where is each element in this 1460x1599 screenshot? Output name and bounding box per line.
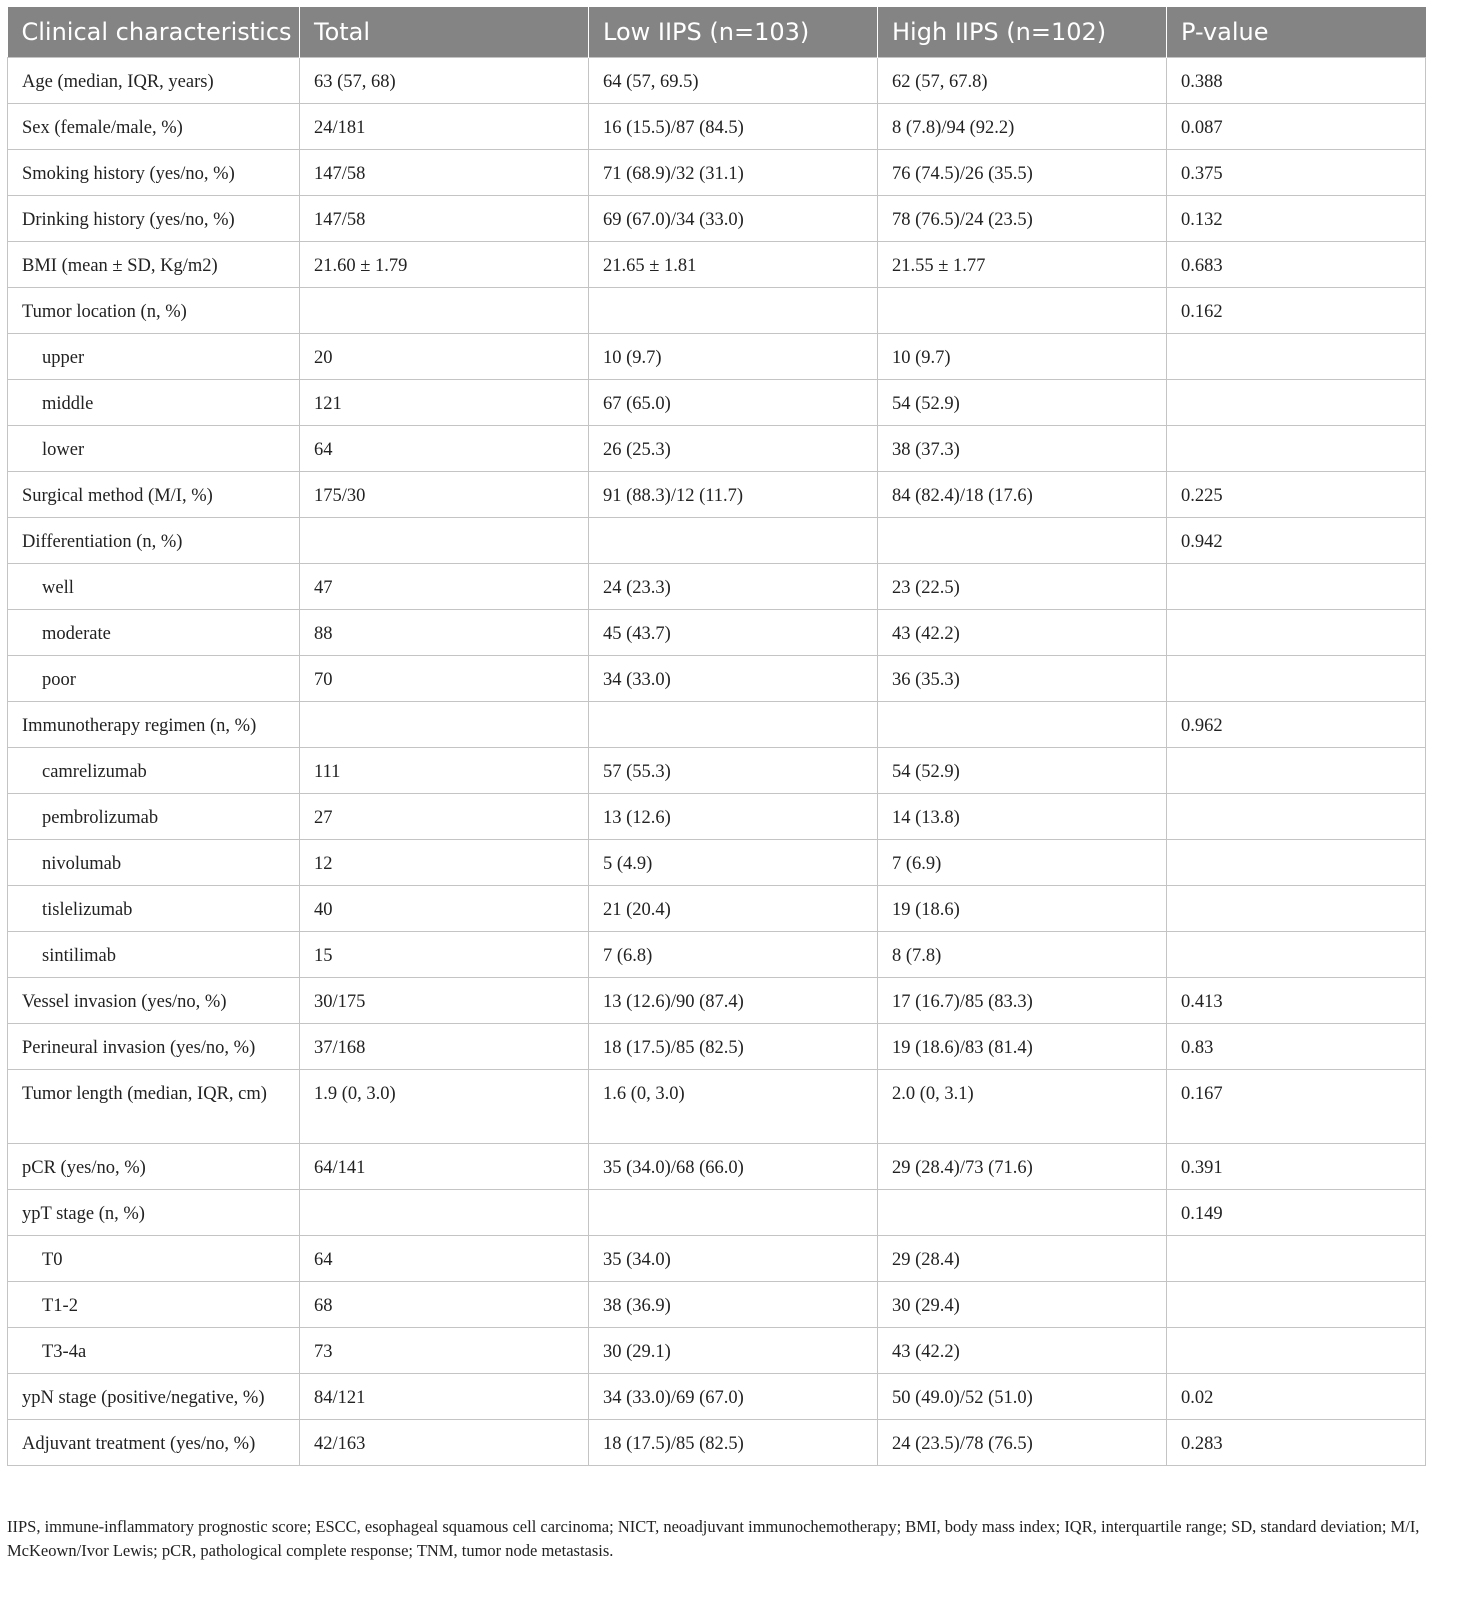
low-iips-cell: 18 (17.5)/85 (82.5) [589, 1024, 878, 1070]
total-cell: 47 [300, 564, 589, 610]
high-iips-cell: 17 (16.7)/85 (83.3) [878, 978, 1167, 1024]
total-cell: 147/58 [300, 196, 589, 242]
low-iips-cell: 13 (12.6)/90 (87.4) [589, 978, 878, 1024]
table-row [8, 242, 1426, 288]
total-cell: 30/175 [300, 978, 589, 1024]
table-row [8, 610, 1426, 656]
total-cell: 64 [300, 1236, 589, 1282]
characteristic-cell: Sex (female/male, %) [8, 104, 300, 150]
p-value-cell [1167, 380, 1426, 426]
high-iips-cell: 19 (18.6)/83 (81.4) [878, 1024, 1167, 1070]
p-value-cell: 0.02 [1167, 1374, 1426, 1420]
table-row [8, 1190, 1426, 1236]
table-row [8, 978, 1426, 1024]
table-row [8, 196, 1426, 242]
high-iips-cell: 8 (7.8) [878, 932, 1167, 978]
p-value-cell [1167, 564, 1426, 610]
low-iips-cell: 67 (65.0) [589, 380, 878, 426]
characteristic-cell: sintilimab [8, 932, 300, 978]
total-cell: 111 [300, 748, 589, 794]
table-header-row [8, 7, 1426, 58]
p-value-cell [1167, 794, 1426, 840]
total-cell: 15 [300, 932, 589, 978]
characteristic-cell: tislelizumab [8, 886, 300, 932]
total-cell: 70 [300, 656, 589, 702]
p-value-cell: 0.225 [1167, 472, 1426, 518]
characteristic-cell: T0 [8, 1236, 300, 1282]
p-value-cell: 0.388 [1167, 58, 1426, 104]
high-iips-cell: 8 (7.8)/94 (92.2) [878, 104, 1167, 150]
low-iips-cell: 71 (68.9)/32 (31.1) [589, 150, 878, 196]
p-value-cell [1167, 840, 1426, 886]
high-iips-cell: 10 (9.7) [878, 334, 1167, 380]
header-total: Total [300, 7, 589, 58]
high-iips-cell: 21.55 ± 1.77 [878, 242, 1167, 288]
low-iips-cell: 10 (9.7) [589, 334, 878, 380]
table-row [8, 1144, 1426, 1190]
high-iips-cell: 62 (57, 67.8) [878, 58, 1167, 104]
characteristic-cell: Vessel invasion (yes/no, %) [8, 978, 300, 1024]
p-value-cell [1167, 886, 1426, 932]
characteristic-cell: camrelizumab [8, 748, 300, 794]
high-iips-cell: 84 (82.4)/18 (17.6) [878, 472, 1167, 518]
high-iips-cell [878, 1190, 1167, 1236]
table-row [8, 426, 1426, 472]
low-iips-cell: 5 (4.9) [589, 840, 878, 886]
characteristic-cell: Tumor length (median, IQR, cm) [8, 1070, 300, 1144]
table-row [8, 656, 1426, 702]
p-value-cell [1167, 748, 1426, 794]
characteristic-cell: Smoking history (yes/no, %) [8, 150, 300, 196]
characteristic-cell: pCR (yes/no, %) [8, 1144, 300, 1190]
total-cell: 88 [300, 610, 589, 656]
low-iips-cell: 1.6 (0, 3.0) [589, 1070, 878, 1144]
characteristic-cell: T1-2 [8, 1282, 300, 1328]
low-iips-cell: 24 (23.3) [589, 564, 878, 610]
high-iips-cell [878, 288, 1167, 334]
p-value-cell [1167, 1282, 1426, 1328]
p-value-cell: 0.087 [1167, 104, 1426, 150]
high-iips-cell: 36 (35.3) [878, 656, 1167, 702]
total-cell: 37/168 [300, 1024, 589, 1070]
total-cell: 64/141 [300, 1144, 589, 1190]
high-iips-cell: 30 (29.4) [878, 1282, 1167, 1328]
characteristic-cell: lower [8, 426, 300, 472]
p-value-cell: 0.283 [1167, 1420, 1426, 1466]
p-value-cell: 0.962 [1167, 702, 1426, 748]
total-cell: 1.9 (0, 3.0) [300, 1070, 589, 1144]
high-iips-cell: 43 (42.2) [878, 610, 1167, 656]
total-cell [300, 702, 589, 748]
total-cell: 147/58 [300, 150, 589, 196]
p-value-cell: 0.942 [1167, 518, 1426, 564]
table-row [8, 794, 1426, 840]
characteristic-cell: upper [8, 334, 300, 380]
p-value-cell: 0.413 [1167, 978, 1426, 1024]
characteristic-cell: ypT stage (n, %) [8, 1190, 300, 1236]
characteristic-cell: BMI (mean ± SD, Kg/m2) [8, 242, 300, 288]
high-iips-cell: 38 (37.3) [878, 426, 1167, 472]
p-value-cell: 0.149 [1167, 1190, 1426, 1236]
table-footnote: IIPS, immune-inflammatory prognostic score; ESCC, esophageal squamous cell carcinoma; NICT, neoadjuvant immunochemotherapy; BMI, body mass index; IQR, interquartile range; SD, standard deviation; M/I, McKeown/Ivor Lewis; pCR, pathological complete response; TNM, tumor node metastasis. [7, 1517, 1420, 1560]
total-cell [300, 518, 589, 564]
total-cell: 175/30 [300, 472, 589, 518]
table-row [8, 748, 1426, 794]
total-cell: 42/163 [300, 1420, 589, 1466]
table-row [8, 1236, 1426, 1282]
low-iips-cell: 16 (15.5)/87 (84.5) [589, 104, 878, 150]
low-iips-cell: 7 (6.8) [589, 932, 878, 978]
characteristic-cell: T3-4a [8, 1328, 300, 1374]
total-cell: 68 [300, 1282, 589, 1328]
high-iips-cell: 29 (28.4)/73 (71.6) [878, 1144, 1167, 1190]
total-cell [300, 288, 589, 334]
low-iips-cell: 18 (17.5)/85 (82.5) [589, 1420, 878, 1466]
low-iips-cell: 35 (34.0) [589, 1236, 878, 1282]
table-row [8, 150, 1426, 196]
p-value-cell [1167, 334, 1426, 380]
table-row [8, 840, 1426, 886]
low-iips-cell: 91 (88.3)/12 (11.7) [589, 472, 878, 518]
total-cell: 40 [300, 886, 589, 932]
header-high-iips: High IIPS (n=102) [878, 7, 1167, 58]
p-value-cell: 0.391 [1167, 1144, 1426, 1190]
total-cell: 64 [300, 426, 589, 472]
low-iips-cell: 38 (36.9) [589, 1282, 878, 1328]
low-iips-cell [589, 702, 878, 748]
header-low-iips: Low IIPS (n=103) [589, 7, 878, 58]
table-row [8, 380, 1426, 426]
total-cell [300, 1190, 589, 1236]
low-iips-cell: 21 (20.4) [589, 886, 878, 932]
characteristic-cell: Tumor location (n, %) [8, 288, 300, 334]
characteristic-cell: middle [8, 380, 300, 426]
p-value-cell [1167, 656, 1426, 702]
high-iips-cell: 2.0 (0, 3.1) [878, 1070, 1167, 1144]
table-row [8, 702, 1426, 748]
table-row [8, 1328, 1426, 1374]
p-value-cell [1167, 1236, 1426, 1282]
p-value-cell [1167, 610, 1426, 656]
clinical-characteristics-table [7, 7, 1426, 1466]
low-iips-cell [589, 1190, 878, 1236]
total-cell: 21.60 ± 1.79 [300, 242, 589, 288]
high-iips-cell: 54 (52.9) [878, 748, 1167, 794]
high-iips-cell: 23 (22.5) [878, 564, 1167, 610]
characteristic-cell: ypN stage (positive/negative, %) [8, 1374, 300, 1420]
high-iips-cell: 78 (76.5)/24 (23.5) [878, 196, 1167, 242]
table-row [8, 334, 1426, 380]
high-iips-cell: 54 (52.9) [878, 380, 1167, 426]
characteristic-cell: Perineural invasion (yes/no, %) [8, 1024, 300, 1070]
p-value-cell: 0.162 [1167, 288, 1426, 334]
characteristic-cell: poor [8, 656, 300, 702]
characteristic-cell: Age (median, IQR, years) [8, 58, 300, 104]
high-iips-cell: 76 (74.5)/26 (35.5) [878, 150, 1167, 196]
p-value-cell [1167, 932, 1426, 978]
characteristic-cell: Surgical method (M/I, %) [8, 472, 300, 518]
low-iips-cell: 57 (55.3) [589, 748, 878, 794]
low-iips-cell: 34 (33.0)/69 (67.0) [589, 1374, 878, 1420]
total-cell: 121 [300, 380, 589, 426]
characteristic-cell: Differentiation (n, %) [8, 518, 300, 564]
low-iips-cell [589, 288, 878, 334]
table-row [8, 1024, 1426, 1070]
characteristic-cell: well [8, 564, 300, 610]
low-iips-cell: 64 (57, 69.5) [589, 58, 878, 104]
total-cell: 20 [300, 334, 589, 380]
table-body [8, 58, 1426, 1466]
low-iips-cell: 35 (34.0)/68 (66.0) [589, 1144, 878, 1190]
high-iips-cell: 19 (18.6) [878, 886, 1167, 932]
high-iips-cell: 29 (28.4) [878, 1236, 1167, 1282]
high-iips-cell [878, 518, 1167, 564]
total-cell: 27 [300, 794, 589, 840]
characteristic-cell: Drinking history (yes/no, %) [8, 196, 300, 242]
low-iips-cell: 21.65 ± 1.81 [589, 242, 878, 288]
total-cell: 84/121 [300, 1374, 589, 1420]
high-iips-cell: 43 (42.2) [878, 1328, 1167, 1374]
characteristic-cell: Immunotherapy regimen (n, %) [8, 702, 300, 748]
low-iips-cell [589, 518, 878, 564]
table-row [8, 932, 1426, 978]
table-row [8, 886, 1426, 932]
table-row [8, 518, 1426, 564]
p-value-cell: 0.683 [1167, 242, 1426, 288]
high-iips-cell: 14 (13.8) [878, 794, 1167, 840]
p-value-cell [1167, 426, 1426, 472]
table-row [8, 288, 1426, 334]
table-row [8, 58, 1426, 104]
table-row [8, 1374, 1426, 1420]
low-iips-cell: 69 (67.0)/34 (33.0) [589, 196, 878, 242]
table-row [8, 1420, 1426, 1466]
low-iips-cell: 30 (29.1) [589, 1328, 878, 1374]
low-iips-cell: 13 (12.6) [589, 794, 878, 840]
total-cell: 73 [300, 1328, 589, 1374]
high-iips-cell [878, 702, 1167, 748]
table-row [8, 472, 1426, 518]
header-clinical-characteristics: Clinical characteristics [8, 7, 300, 58]
table-row [8, 104, 1426, 150]
total-cell: 24/181 [300, 104, 589, 150]
p-value-cell: 0.375 [1167, 150, 1426, 196]
low-iips-cell: 26 (25.3) [589, 426, 878, 472]
p-value-cell [1167, 1328, 1426, 1374]
high-iips-cell: 50 (49.0)/52 (51.0) [878, 1374, 1167, 1420]
p-value-cell: 0.83 [1167, 1024, 1426, 1070]
high-iips-cell: 7 (6.9) [878, 840, 1167, 886]
total-cell: 12 [300, 840, 589, 886]
characteristic-cell: Adjuvant treatment (yes/no, %) [8, 1420, 300, 1466]
table-row [8, 564, 1426, 610]
high-iips-cell: 24 (23.5)/78 (76.5) [878, 1420, 1167, 1466]
low-iips-cell: 45 (43.7) [589, 610, 878, 656]
total-cell: 63 (57, 68) [300, 58, 589, 104]
low-iips-cell: 34 (33.0) [589, 656, 878, 702]
header-p-value: P-value [1167, 7, 1426, 58]
table-row [8, 1282, 1426, 1328]
characteristic-cell: pembrolizumab [8, 794, 300, 840]
p-value-cell: 0.167 [1167, 1070, 1426, 1144]
characteristic-cell: moderate [8, 610, 300, 656]
p-value-cell: 0.132 [1167, 196, 1426, 242]
characteristic-cell: nivolumab [8, 840, 300, 886]
table-row [8, 1070, 1426, 1144]
clinical-characteristics-table-container [7, 7, 1425, 1466]
